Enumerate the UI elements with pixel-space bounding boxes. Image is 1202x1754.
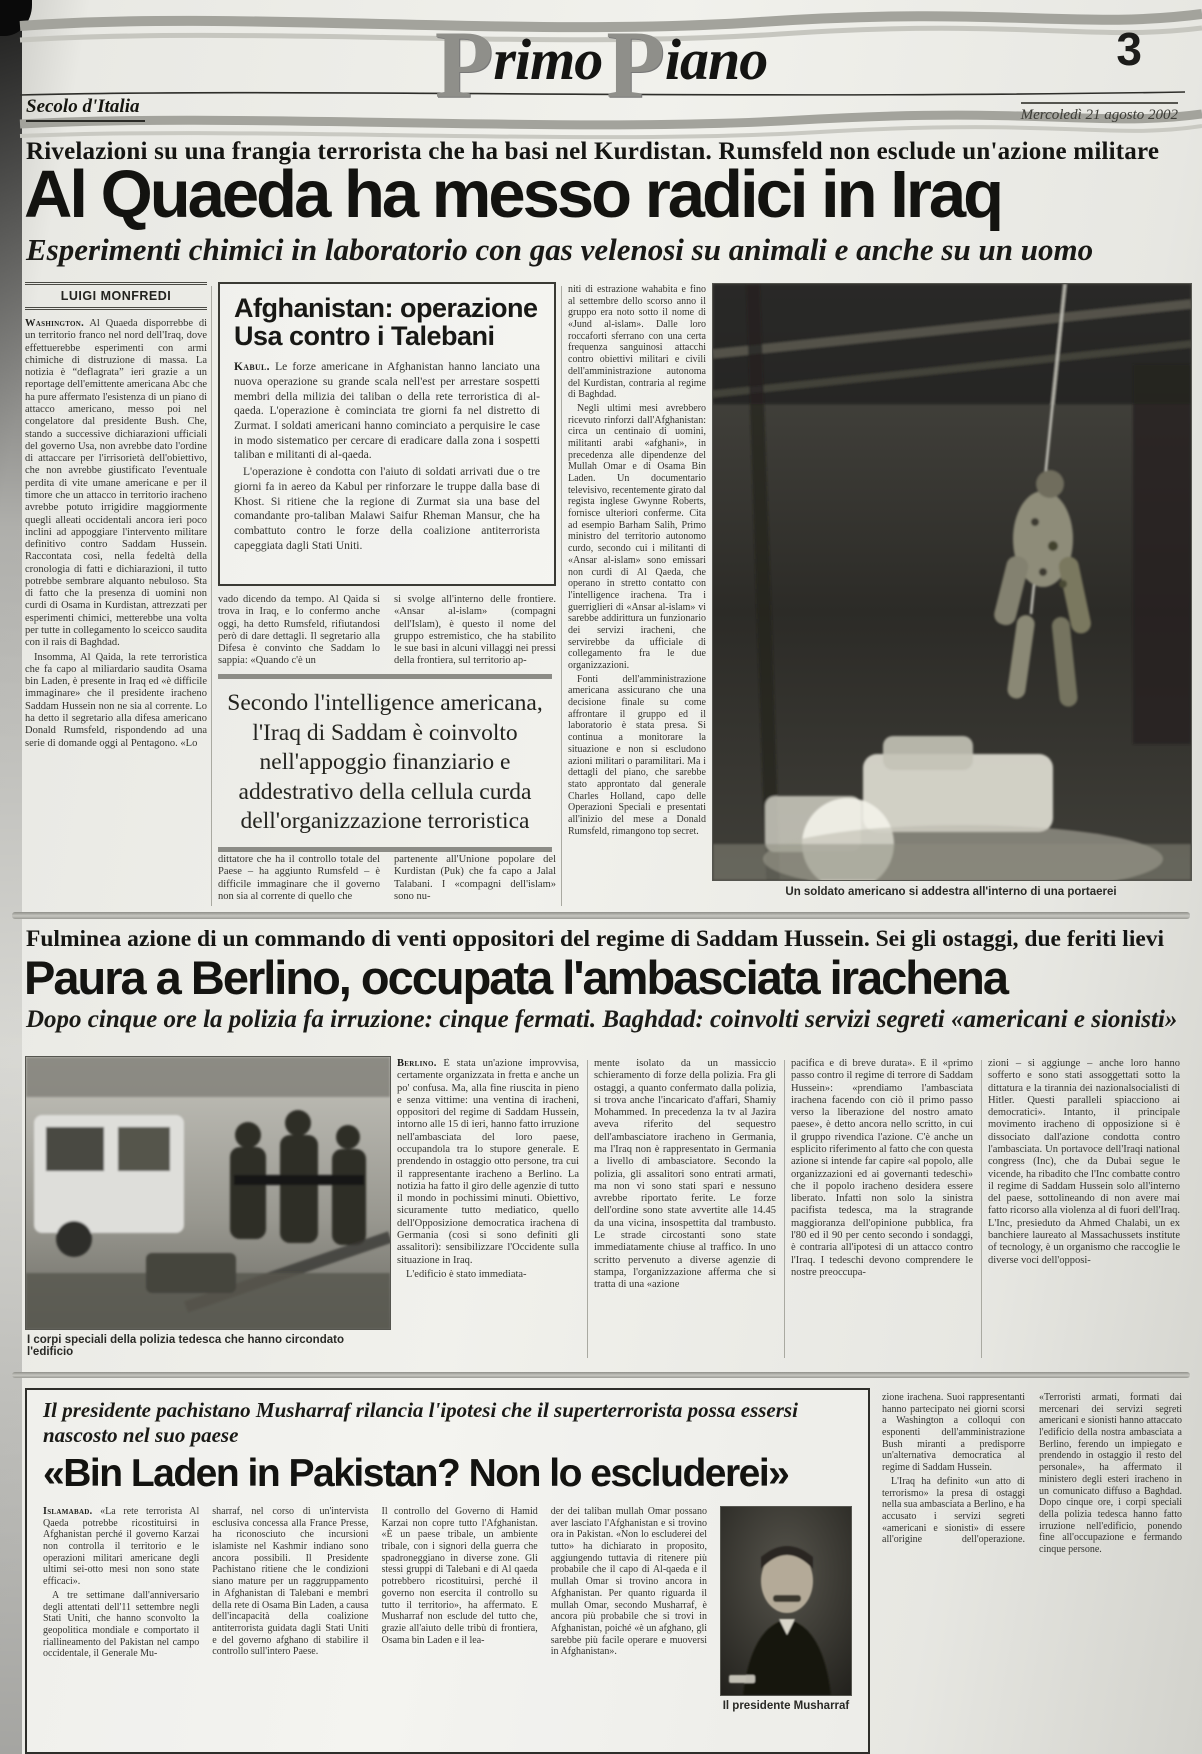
musharraf-photo (720, 1506, 852, 1696)
berlin-headline: Paura a Berlino, occupata l'ambasciata irachena (24, 951, 1007, 1004)
logo-word-rimo: rimo (493, 27, 603, 92)
column-rule (981, 1060, 982, 1358)
pakistan-column-2: sharraf, nel corso di un'intervista esclusiva concessa alla France Presse, ha riconosciuto che incursioni islamiste nel Kashmir indiano sono ancora possibili. Il Presidente Pachistano ritiene che le condizioni siano mature per un raggruppamento in Afghanistan di Talebani e membri della rete di Osama Bin Laden, a causa dell'incapacità della coalizione antiterrorista guidata dagli Stati Uniti e del governo afghano di stabilire il controllo sull'intero Paese. (212, 1506, 369, 1658)
column-rule (211, 286, 212, 906)
logo-letter-p1: P (434, 11, 494, 118)
afghanistan-box (218, 282, 556, 586)
scan-edge-shadow (0, 0, 22, 1754)
afghanistan-p2: L'operazione è condotta con l'aiuto di soldati arrivati due o tre giorni fa in aereo da Kabul per rinforzare le truppe dalla base di Khost. Si ritiene che la regione di Zurmat sia una base del comandante pro-taliban Malawi Saifur Rheman Mansur, che ha combattuto contro le forze della coalizione antiterrorista capeggiata dagli Stati Uniti. (234, 466, 540, 552)
berlin-photo-caption: I corpi speciali della polizia tedesca che hanno circondato l'edificio (27, 1334, 344, 1358)
pakistan-kicker: Il presidente pachistano Musharraf rilancia l'ipotesi che il superterrorista possa essersi nascosto nel suo paese (43, 1398, 798, 1447)
pakistan-col1-p2: A tre settimane dall'anniversario degli attentati dell'11 settembre negli Stati Uniti, che hanno sconvolto la geopolitica mondiale e comportato il riallineamento del Pakistan nel campo occidentale, il Generale Mu- (43, 1589, 200, 1660)
lead-column-4 (568, 284, 706, 908)
lead-bottom-right: partenente all'Unione popolare del Kurdistan (Puk) che fa capo a Jalal Talabani. I «compagni dell'islam» sono nu- (394, 854, 556, 902)
column-rule (587, 1060, 588, 1358)
lead-subhead: Esperimenti chimici in laboratorio con gas velenosi su animali e anche su un uomo (26, 232, 1094, 267)
edition-date: Mercoledì 21 agosto 2002 (1021, 102, 1178, 124)
lead-mid-right: si svolge all'interno delle frontiere. «Ansar al-islam» (compagni dell'Islam), è questo il nome del gruppo estremistico, che ha stabilito le sue basi in alcuni villaggi nei pressi della frontiera, sul territorio ap- (394, 594, 556, 666)
afghanistan-dateline: Kabul. (234, 361, 270, 374)
lead-col4-p2: Negli ultimi mesi avrebbero ricevuto rinforzi dall'Afghanistan: circa un centinaio di uomini, militanti arabi «afghani», in precedenza alle dipendenze del Mullah Omar e di Osama Bin Laden. Un documentario televisivo, recentemente girato dal regista inglese Gwynne Roberts, fornisce ulteriori conferme. Cita ad esempio Barham Salih, Primo ministro del territorio autonomo curdo, secondo cui i militanti di «Ansar al-islam» sono emissari non curdi di Al Qaeda, che operano in stretto contatto con l'intelligence irachena. Tra i guerriglieri di «Ansar al-islam» vi sarebbe addirittura un funzionario dei servizi iracheni, che servirebbe da ufficiale di collegamento fra le due organizzazioni. (568, 402, 706, 671)
lead-col1-p1: Al Quaeda disporrebbe di un territorio franco nel nord dell'Iraq, dove effettuerebbe esperimenti con armi chimiche di distruzione di massa. La notizia è “deflagrata” ieri grazie a un reportage dell'emittente americana Abc che ha pure affermato l'esistenza di un piano di attacco americano, messo poi nel congelatore dal presidente Bush. Che, stando a successive dichiarazioni ufficiali del governo Usa, non avrebbe dato l'ordine di attaccare per l'irrisorietà dell'obiettivo, che non avrebbe giustificato l'eventuale perdita di vite umane americane e per il timore che un attacco in territorio iracheno avrebbe potuto irrigidire maggiormente quegli alleati occidentali ancora ieri poco inclini ad appoggiare l'intervento militare definitivo contro Saddam Hussein. Raccontata così, nella fedeltà della cronologia di fatti e dichiarazioni, il tutto potrebbe sembrare alquanto nebuloso. Sta di fatto che la presenza di uomini non curdi di Osama in Kurdistan, attrezzati per esperimenti chimici, metterebbe una volta per tutte in collegamento lo sceicco saudita con il rais di Baghdad. (25, 318, 207, 649)
bottom-divider (12, 1372, 1190, 1378)
lead-dateline: Washington. (25, 318, 85, 329)
berlin-column-2: mente isolato da un massiccio schieramento di forze della polizia. Fra gli ostaggi, a quanto confermato dalla polizia, si trova anche l'incaricato d'affari, Shamiy Mohammed. In precedenza la tv al Jazira aveva riferito del sequestro dell'ambasciatore iracheno in Germania, ma l'Iraq non è rappresentato in Germania a livello di ambasciatore. Secondo la polizia, gli assalitori sono entrati armati, ma non vi sono stati spari e nessuno avrebbe riportato ferite. Le forze dell'ordine sono state avvertite alle 14.45 da una vicina, insospettita dal trambusto. Le strade circostanti sono state immediatamente chiuse al traffico. In uno scritto pervenuto a diverse agenzie di stampa, l'organizzazione afferma che si tratta di una «azione (594, 1058, 776, 1291)
berlin-column-3: pacifica e di breve durata». È il «primo passo contro il regime di terrore di Saddam Hussein»: «prendiamo l'ambasciata irachena facendo con ciò il primo passo verso la liberazione del nostro amato paese», è detto ancora nello scritto, in cui il gruppo rivendica l'azione. C'è anche un esplicito riferimento al fatto che con questa azione si intende far capire «al popolo, alle organizzazioni ed ai governanti tedeschi» che il popolo iracheno desidera essere liberato. Infatti non solo la sinistra pacifista tedesca, ma la stragrande maggioranza dell'opinione pubblica, fra l'80 ed il 90 per cento secondo i sondaggi, è contraria all'ipotesi di un attacco contro l'Iraq. I tedeschi devono comprendere le nostre preoccupa- (791, 1058, 973, 1278)
musharraf-photo-caption: Il presidente Musharraf (722, 1700, 850, 1712)
lead-col4-p1: niti di estrazione wahabita e fino al settembre dello scorso anno il gruppo era noto sotto il nome di «Jund al-islam». Dalle loro roccaforti sferrano con una certa frequenza sanguinosi attacchi contro obiettivi militari e civili dell'amministrazione autonoma del Kurdistan, contraria al regime di Baghdad. (568, 284, 706, 401)
lead-center-area (218, 282, 556, 910)
afghanistan-p1: Le forze americane in Afghanistan hanno lanciato una nuova operazione su grande scala nell'est per arrestare sospetti membri della milizia dei taliban o della rete terroristica di al-qaeda. L'operazione è cominciata tre giorni fa nel distretto di Zurmat. I soldati americani hanno cominciato a perquisire le case in modo sistematico per cercare di eradicare dalla zona i sospetti taliban e militanti di al-qaeda. (234, 361, 540, 462)
column-rule (561, 286, 562, 906)
lead-col1-p2: Insomma, Al Qaida, la rete terroristica che fa capo al miliardario saudita Osama bin Laden, è presente in Iraq ed «è difficile immaginare» che il presidente iracheno Saddam Hussein non ne sia al corrente. Lo ha detto il segretario alla difesa americano Donald Rumsfeld, rispondendo ad una serie di domande oggi al Pentagono. «Lo (25, 651, 207, 749)
pakistan-column-3: Il controllo del Governo di Hamid Karzai non copre tutto l'Afghanistan. «È un paese tribale, un ambiente tribale, con i signori della guerra che spadroneggiano in diverse zone. Gli stessi gruppi di Talebani e di Al qaeda potrebbero ricostituirsi, perché il governo non esercita il controllo su tutto il territorio», ha affermato. E Musharraf non esclude del tutto che, grazie all'aiuto delle tribù di frontiera, Osama bin Laden e il lea- (381, 1506, 538, 1646)
pakistan-col1-p1: «La rete terrorista Al Qaeda potrebbe ricostituirsi in Afghanistan perché il governo Karzai non controlla il territorio e le operazioni militari americane degli ultimi sei-otto mesi non sono state efficaci». (43, 1506, 200, 1588)
newspaper-name: Secolo d'Italia (26, 96, 145, 122)
berlin-col1-p2: L'edificio è stato immediata- (406, 1268, 527, 1280)
lead-photo-caption: Un soldato americano si addestra all'interno di una portaerei (785, 886, 1117, 898)
afghanistan-box-title (234, 294, 540, 350)
box-title-line2: Usa contro i Talebani (234, 321, 495, 352)
lead-column-1-text (25, 318, 207, 896)
pakistan-column-1 (43, 1506, 199, 1744)
lead-bottom-left: dittatore che ha il controllo totale del Paese – ha aggiunto Rumsfeld – è difficile immaginare che il governo non sia al corrente di quello che (218, 854, 380, 902)
lead-kicker: Rivelazioni su una frangia terrorista che ha basi nel Kurdistan. Rumsfeld non esclude un'azione militare (26, 138, 1160, 165)
pakistan-dateline: Islamabad. (43, 1506, 93, 1517)
berlin-column-1 (397, 1058, 579, 1362)
lead-photo (712, 283, 1192, 881)
berlin-continuation (882, 1392, 1182, 1748)
lead-col4-p3: Fonti dell'amministrazione americana assicurano che una decisione finale su come affrontare il gruppo ed il laboratorio è stata presa. Si continua a monitorare la situazione e non si escludono azioni militari o paramilitari. Ma i dettagli del piano, che sarebbe stato approntato dal generale Charles Holland, capo delle Operazioni Speciali e presentati all'inizio del mese a Donald Rumsfeld, rimangono top secret. (568, 673, 706, 837)
logo-letter-p2: P (606, 11, 665, 118)
pakistan-box (25, 1388, 870, 1754)
lead-headline: Al Quaeda ha messo radici in Iraq (24, 157, 1002, 232)
berlin-cont-p2: L'Iraq ha definito «un atto di terrorismo» la presa di ostaggi nella sua ambasciata a Berlino, e ha accusato i servizi segreti «americani e sionisti» di essere all'origine dell'operazione. «Terroristi armati, formati dai mercenari dei servizi segreti americani e sionisti hanno attaccato l'edificio della nostra ambasciata a Berlino, ferendo un impiegato e prendendo in ostaggio il resto del personale», ha affermato il ministero degli esteri iracheno in un comunicato diffuso a Baghdad. Dopo cinque ore, i corpi speciali della polizia tedesca hanno fatto irruzione nell'edificio, ponendo fine all'occupazione e fermando cinque persone. (882, 1392, 1182, 1555)
berlin-photo (25, 1056, 391, 1330)
pakistan-column-4: der dei taliban mullah Omar possano aver lasciato l'Afghanistan e si trovino ora in Pakistan. «Non lo escluderei del tutto» ha dichiarato in proposito, aggiungendo tuttavia di ritenere più probabile che il capo di Al-qaeda e il mullah Omar si trovino ancora in Afghanistan. Per quanto riguarda il mullah Omar, secondo Musharraf, è ancora più probabile che si trovi in Afghanistan, poiché «è un afghano, gli sarebbe più facile operare e muoversi in Afghanistan». (550, 1506, 707, 1658)
lead-column-1 (25, 282, 207, 910)
logo-word-iano: iano (664, 27, 768, 92)
box-title-line1: Afghanistan: operazione (234, 293, 538, 323)
afghanistan-box-body (234, 360, 540, 566)
pakistan-headline: «Bin Laden in Pakistan? Non lo escluderei» (43, 1452, 789, 1495)
column-rule (784, 1060, 785, 1358)
berlin-column-4: zioni – si aggiunge – anche loro hanno sofferto e sono stati assoggettati sotto la dittatura e la tirannia dei nazionalsocialisti di Hitler. Questi paralleli spiacciono ai democratici». Intanto, il principale movimento iracheno di opposizione si è dissociato dall'azione condotta contro l'ambasciata. Un portavoce dell'Iraqi national congress (Inc), che da Dubai segue le vicende, ha ribadito che l'Inc combatte contro il regime di Saddam Hussein solo all'interno del paese, sottolineando di non avere mai fatto ricorso alla violenza al di fuori dell'Iraq. L'Inc, presieduto da Ahmed Chalabi, un ex banchiere laureato al Massachussets institute of tecnology, è un organismo che raccoglie le diverse voci dell'opposi- (988, 1058, 1180, 1266)
berlin-col1-p1: È stata un'azione improvvisa, certamente organizzata in fretta e anche un po' confusa. Ma, alla fine riuscita in pieno e senza vittime: una ventina di iracheni, oppositori del regime di Saddam Hussein, intorno alle 15 di ieri, hanno fatto irruzione nell'ambasciata del loro paese, occupandola tra lo stupore generale. E prendendo in ostaggio otto persone, tra cui il rappresentante iracheno a Berlino. La notizia ha fatto il giro delle agenzie di tutto il mondo in pochissimi minuti. Obiettivo, sicuramente tutto mediatico, quello dell'Opposizione democratica irachena di Germania (così si sono definiti gli assalitori): sensibilizzare l'Occidente sulla situazione in Iraq. (397, 1058, 579, 1266)
lead-mid-left: vado dicendo da tempo. Al Qaida si trova in Iraq, e lo confermo anche oggi, ha detto Rumsfeld, rifiutandosi però di dare dettagli. Il segretario alla Difesa è convinto che Saddam lo sappia: «Quando c'è un (218, 594, 380, 666)
section-divider (12, 912, 1190, 919)
musharraf-photo-block (720, 1506, 852, 1744)
berlin-subhead: Dopo cinque ore la polizia fa irruzione: cinque fermati. Baghdad: coinvolti servizi segreti «americani e sionisti» (26, 1006, 1178, 1033)
lead-pullquote: Secondo l'intelligence americana, l'Iraq di Saddam è coinvolto nell'appoggio finanziario e addestrativo della cellula curda dell'organizzazione terroristica (218, 674, 552, 852)
berlin-dateline: Berlino. (397, 1058, 437, 1069)
berlin-kicker: Fulminea azione di un commando di venti oppositori del regime di Saddam Hussein. Sei gli ostaggi, due feriti lievi (26, 926, 1165, 952)
berlin-cont-p1: zione irachena. Suoi rappresentanti hanno partecipato nei giorni scorsi a Washington a colloqui con esponenti dell'amministrazione Bush miranti a predisporre un'alternativa democratica al regime di Saddam Hussein. (882, 1392, 1025, 1474)
lead-byline: LUIGI MONFREDI (25, 282, 207, 310)
page-number: 3 (1116, 23, 1142, 75)
